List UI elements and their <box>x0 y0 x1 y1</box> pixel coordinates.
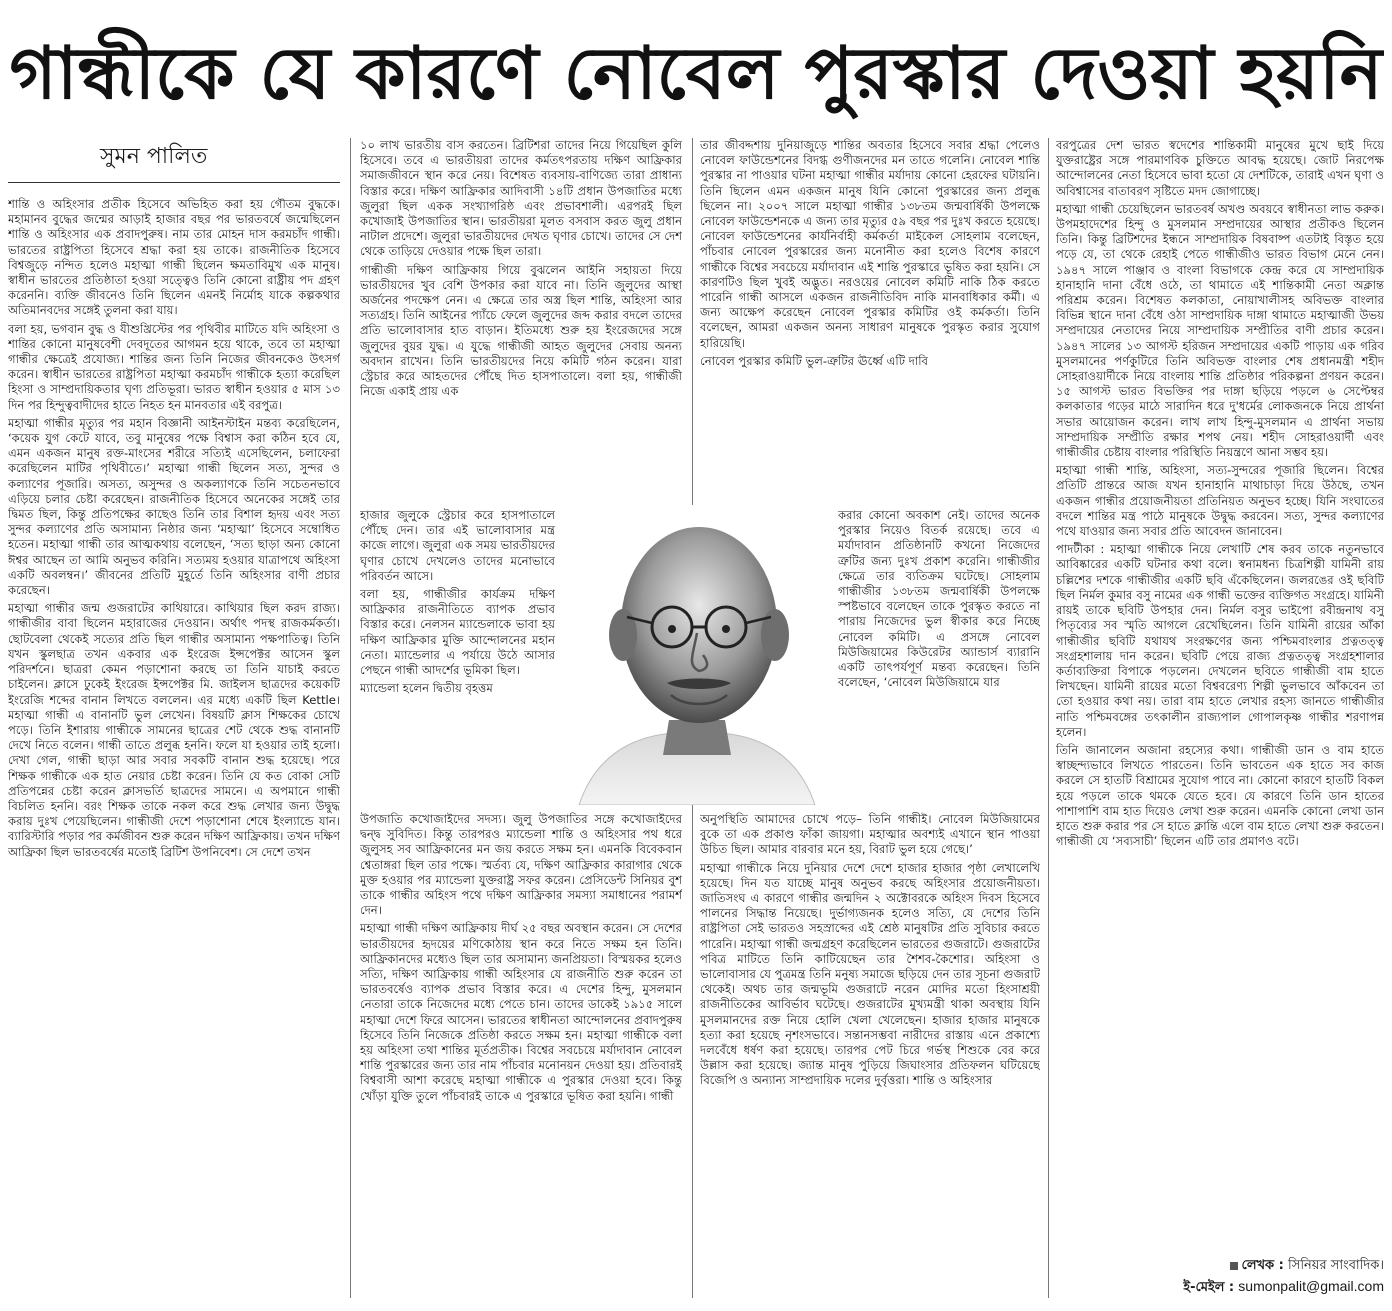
paragraph: মহাত্মা গান্ধী শান্তি, অহিংসা, সত্য-সুন্দরের পূজারি ছিলেন। বিশ্বের প্রতিটি প্রান্তরে আজ যখন হানাহানি মাথাচাড়া দিয়ে উঠছে, তখন একজন গান্ধীর প্রয়োজনীয়তা প্রতিনিয়ত অনুভব হচ্ছে। যিনি সংঘাতের বদলে শান্তির মন্ত্র পাঠে মানুষকে উদ্বুদ্ধ করবেন। সত্য, সুন্দর কল্যাণের পথে যাওয়ার জন্য সবার প্রতি আবেদন জানাবেন। <box>1056 463 1384 539</box>
paragraph: তিনি জানালেন অজানা রহস্যের কথা। গান্ধীজী ডান ও বাম হাতে স্বাচ্ছন্দ্যভাবে লিখতে পারতেন। তিনি ভাবতেন এক হাতে সব কাজ করলে সে হাতটি বিশ্রামের সুযোগ পাবে না। কোনো কারণে হাতটি বিকল হয়ে পড়লে তাকে থমকে যেতে হবে। যে কারণে তিনি ডান হাতের পাশাপাশি বাম হাত দিয়েও লেখা শুরু করেন। এমনকি কোনো লেখা ডান হাতে শুরু করার পর সে হাতে ক্লান্তি এলে বাম হাতে লেখা শুরু করতেন। গান্ধীজী যে ‘সব্যসাচী’ ছিলেন এটি তার প্রমাণও বটে। <box>1056 742 1384 849</box>
article-column-2-wrap <box>360 508 555 808</box>
paragraph: অনুপস্থিতি আমাদের চোখে পড়ে– তিনি গান্ধীই। নোবেল মিউজিয়ামের বুকে তা এক প্রকাণ্ড ফাঁকা জায়গা। মহাত্মার অবশ্যই এখানে স্থান পাওয়া উচিত ছিল। আমার বারবার মনে হয়, বিরাট ভুল হয়ে গেছে।’ <box>700 812 1040 857</box>
column-divider <box>1048 138 1049 1298</box>
headline: গান্ধীকে যে কারণে নোবেল পুরস্কার দেওয়া হয়নি <box>9 30 1383 115</box>
article-column-1 <box>8 138 340 1298</box>
paragraph: মহাত্মা গান্ধী দক্ষিণ আফ্রিকায় দীর্ঘ ২৫ বছর অবস্থান করেন। সে দেশের ভারতীয়দের হৃদয়ের মণিকোঠায় স্থান করে নিতে সক্ষম হন তিনি। আফ্রিকানদের মধ্যেও ছিল তার অসামান্য জনপ্রিয়তা। বিস্ময়কর হলেও সত্যি, দক্ষিণ আফ্রিকায় গান্ধী অহিংসার যে রাজনীতি শুরু করেন তা ভারতবর্ষেও ব্যাপক প্রভাব বিস্তার করে। এ দেশের হিন্দু, মুসলমান নেতারা তাকে নিজেদের মধ্যে পেতে চান। তাদের ডাকেই ১৯১৫ সালে মহাত্মা দেশে ফিরে আসেন। ভারতের স্বাধীনতা আন্দোলনের প্রবাদপুরুষ হিসেবে তিনি নিজেকে প্রতিষ্ঠা করতে সক্ষম হন। মহাত্মা গান্ধীকে বলা হয় অহিংসা তথা শান্তির মূর্তপ্রতীক। বিশ্বের সবচেয়ে মর্যাদাবান নোবেল শান্তি পুরস্কারের জন্য তার নাম পাঁচবার মনোনয়ন দেওয়া হয়। প্রতিবারই বিশ্ববাসী আশা করেছে মহাত্মা গান্ধীকে এ পুরস্কার দেওয়া হবে। কিন্তু খোঁড়া যুক্তি তুলে পাঁচবারই তাকে এ পুরস্কারে ভূষিত করা হয়নি। গান্ধী <box>360 921 682 1103</box>
paragraph: ম্যান্ডেলা হলেন দ্বিতীয় বৃহত্তম <box>360 681 493 696</box>
email-label: ই-মেইল : <box>1183 1280 1235 1295</box>
paragraph: ১০ লাখ ভারতীয় বাস করতেন। ব্রিটিশরা তাদের নিয়ে গিয়েছিল কুলি হিসেবে। তবে এ ভারতীয়রা তাদের কর্মতৎপরতায় দক্ষিণ আফ্রিকার সমাজজীবনে স্থান করে নেয়। বিশেষত ব্যবসায়-বাণিজ্যে তারা প্রাধান্য বিস্তার করে। দক্ষিণ আফ্রিকার আদিবাসী ১৪টি প্রধান উপজাতির মধ্যে জুলুরা ছিল একক সংখ্যাগরিষ্ঠ এবং প্রভাবশালী। এরপরই ছিল কখোজাই উপজাতির স্থান। ভারতীয়রা মূলত বসবাস করত জুলু প্রধান নাটাল প্রদেশে। জুলুরা ভারতীয়দের দেখত ঘৃণার চোখে। তাদের সে দেশ থেকে তাড়িয়ে দেওয়ার পক্ষে ছিল তারা। <box>360 138 682 259</box>
bullet-icon <box>1230 1262 1238 1270</box>
paragraph: বলা হয়, গান্ধীজীর কার্যক্রম দক্ষিণ আফ্রিকার রাজনীতিতে ব্যাপক প্রভাব বিস্তার করে। নেলসন ম্যান্ডেলাকে ভাবা হয় দক্ষিণ আফ্রিকার মুক্তি আন্দোলনের মহান নেতা। ম্যান্ডেলার এ পর্যায়ে উঠে আসার পেছনে গান্ধী আদর্শের ভূমিকা ছিল। <box>360 587 555 678</box>
paragraph: বরপুত্রের দেশ ভারত স্বদেশের শান্তিকামী মানুষের মুখে ছাই দিয়ে যুক্তরাষ্ট্রের সঙ্গে পারমাণবিক চুক্তিতে আবদ্ধ হয়েছে। জোট নিরপেক্ষ আন্দোলনের নেতা হিসেবে ভাবা হতো যে দেশটিকে, তারাই এখন ঘৃণা ও অবিশ্বাসের বাতাবরণ সৃষ্টিতে মদদ জোগাচ্ছে। <box>1056 138 1384 198</box>
paragraph: মহাত্মা গান্ধীর জন্ম গুজরাটের কাথিয়ারে। কাথিয়ার ছিল করদ রাজ্য। গান্ধীজীর বাবা ছিলেন মহারাজের দেওয়ান। অর্থাৎ পদস্থ রাজকর্মকর্তা। ছোটবেলা থেকেই সত্যের প্রতি ছিল গান্ধীর অসামান্য পক্ষপাতিত্ব। তিনি যখন স্কুলছাত্র তখন একবার এক ইংরেজ ইন্সপেক্টর আসেন স্কুল পরিদর্শনে। ছাত্ররা কেমন পড়াশোনা করছে তা তিনি যাচাই করতে চাইলেন। ক্লাসে ঢুকেই ইংরেজ ইন্সপেক্টর মি. জাইলস ছাত্রদের কয়েকটি ইংরেজি শব্দের বানান লিখতে বললেন। এর মধ্যে একটি ছিল Kettle। মহাত্মা গান্ধী এ বানানটি ভুল লেখেন। বিষয়টি ক্লাস শিক্ষকের চোখে পড়ে। তিনি ইশারায় গান্ধীকে সামনের ছাত্রের শেট থেকে শুদ্ধ বানানটি দেখে নিতে বলেন। গান্ধী তাতে প্রলুব্ধ হননি। ফলে যা হওয়ার তাই হলো। দেখা গেল, গান্ধী ছাড়া আর সবার সবকটি বানান শুদ্ধ হয়েছে। পরে শিক্ষক গান্ধীকে এক হাত নেয়ার চেষ্টা করেন। তিনি যে কত বোকা সেটি প্রতিপন্নের চেষ্টা করেন ক্লাসভর্তি ছাত্রদের সামনে। এ অপমানে গান্ধী বিচলিত হননি। বরং শিক্ষক তাকে নকল করে শুদ্ধ লেখার জন্য উদ্বুদ্ধ করায় দুঃখ পেয়েছিলেন। গান্ধীজী দেশে পড়াশোনা শেষে ইংল্যান্ডে যান। ব্যারিস্টারি পড়ার পর কর্মজীবন শুরু করেন দক্ষিণ আফ্রিকায়। তখন দক্ষিণ আফ্রিকা ছিল ভারতবর্ষের মতোই ব্রিটিশ উপনিবেশ। সে দেশে তখন <box>8 601 340 859</box>
column-divider <box>350 138 351 1298</box>
paragraph: নোবেল পুরস্কার কমিটি ভুল-ত্রুটির ঊর্ধ্বে এটি দাবি <box>700 353 928 368</box>
email-line <box>1056 1276 1384 1298</box>
paragraph: মহাত্মা গান্ধী চেয়েছিলেন ভারতবর্ষ অখণ্ড অবয়বে স্বাধীনতা লাভ করুক। উপমহাদেশের হিন্দু ও মুসলমান সম্প্রদায়ের আস্থার প্রতীকও ছিলেন তিনি। কিন্তু ব্রিটিশদের ইন্ধনে সাম্প্রদায়িক বিষবাষ্প এতটাই বিস্তৃত হয়ে পড়ে যে, তা থেকে রেহাই পেতে গান্ধীজীও ভারত বিভাগ মেনে নেন। ১৯৪৭ সালে পাঞ্জাব ও বাংলা বিভাগকে কেন্দ্র করে যে সাম্প্রদায়িক হানাহানি দানা বেঁধে ওঠে, তা থামাতে এই শান্তিকামী নেতা অক্লান্ত পরিশ্রম করেন। বিশেষত কলকাতা, নোয়াখালীসহ অবিভক্ত বাংলার বিভিন্ন স্থানে দানা বেঁধে ওঠা সাম্প্রদায়িক দাঙ্গা থামাতে মহাত্মাজী উভয় সম্প্রদায়ের নেতাদের নিয়ে সাম্প্রদায়িক সম্প্রীতির বাণী প্রচার করেন। ১৯৪৭ সালের ১৩ আগস্ট হরিজন সম্প্রদায়ের একটি পাড়ায় এক গরিব মুসলমানের পর্ণকুটিরে তিনি অবিভক্ত বাংলার শেষ প্রধানমন্ত্রী শহীদ সোহরাওয়ার্দীকে নিয়ে বাংলায় শান্তি প্রতিষ্ঠার পরিকল্পনা প্রণয়ন করেন। ১৫ আগস্ট ভারত বিভক্তির পর দাঙ্গা ছড়িয়ে পড়লে ৬ সেপ্টেম্বর কলকাতার গড়ের মাঠে সারাদিন ধরে দু'ধর্মের লোকজনকে নিয়ে প্রার্থনা সভার আয়োজন করেন। লাখ লাখ হিন্দু-মুসলমান এ প্রার্থনা সভায় সাম্প্রদায়িক সম্প্রীতি রক্ষার শপথ নেয়। শহীদ সোহরাওয়ার্দী এবং গান্ধীজীর চেষ্টায় বাংলার পরিস্থিতি নিয়ন্ত্রণে আনা সম্ভব হয়। <box>1056 201 1384 460</box>
paragraph: করার কোনো অবকাশ নেই। তাদের অনেক পুরস্কার নিয়েও বিতর্ক রয়েছে। তবে এ মর্যাদাবান প্রতিষ্ঠানটি কখনো নিজেদের ত্রুটির জন্য দুঃখ প্রকাশ করেনি। গান্ধীজীর ক্ষেত্রে তার ব্যতিক্রম ঘটেছে। সোহলাম গান্ধীজীর ১৩৮তম জন্মবার্ষিকী উপলক্ষে স্পষ্টভাবে বলেছেন তাকে পুরস্কৃত করতে না পারায় নিজেদের ভুল স্বীকার করে নিচ্ছে নোবেল কমিটি। এ প্রসঙ্গে নোবেল মিউজিয়ামের কিউরেটর অ্যান্ডার্স ব্যারানি একটি তাৎপর্যপূর্ণ মন্তব্য করেছেন। তিনি বলেছেন, ‘নোবেল মিউজিয়ামে যার <box>838 508 1040 690</box>
paragraph: শান্তি ও অহিংসার প্রতীক হিসেবে অভিহিত করা হয় গৌতম বুদ্ধকে। মহামানব বুদ্ধের জন্মের আড়াই হাজার বছর পর ভারতবর্ষে জন্মেছিলেন শান্তি ও অহিংসার এক প্রবাদপুরুষ। নাম তার মোহন দাস করমচাঁদ গান্ধী। ভারতের রাষ্ট্রপিতা হিসেবে শ্রদ্ধা করা হয় তাকে। রাজনীতিক হিসেবে বিশ্বজুড়ে নন্দিত হলেও মহাত্মা গান্ধী ছিলেন ক্ষমতাবিমুখ এক মানুষ। স্বাধীন ভারতের প্রতিষ্ঠাতা হওয়া সত্ত্বেও তিনি কোনো রাষ্ট্রীয় পদ গ্রহণ করেননি। ব্যক্তি জীবনেও তিনি ছিলেন এমনই নির্মোহ যাকে কল্পকথার অতিমানবদের সঙ্গেই তুলনা করা যায়। <box>8 197 340 318</box>
paragraph: হাজার জুলুকে স্ট্রেচার করে হাসপাতালে পৌঁছে দেন। তার এই ভালোবাসার মন্ত্র কাজে লাগে। জুলুরা এক সময় ভারতীয়দের ঘৃণার চোখে দেখলেও তাদের মনোভাবে পরিবর্তন আসে। <box>360 508 555 583</box>
writer-label: লেখক : <box>1241 1258 1284 1273</box>
writer-value: সিনিয়র সাংবাদিক। <box>1288 1258 1384 1273</box>
article-column-2 <box>360 138 682 508</box>
writer-line <box>1056 1256 1384 1276</box>
article-column-4 <box>1056 138 1384 1248</box>
byline: সুমন পালিত <box>8 138 340 183</box>
paragraph: পাদটীকা : মহাত্মা গান্ধীকে নিয়ে লেখাটি শেষ করব তাকে নতুনভাবে আবিষ্কারের একটি ঘটনার কথা বলে। স্বনামধন্য চিত্রশিল্পী যামিনী রায় চল্লিশের দশকে গান্ধীজীর একটি ছবি এঁকেছিলেন। জলরঙের ওই ছবিটি ছিল নির্মল কুমার বসু নামের এক গান্ধী ভক্তের ব্যক্তিগত সংগ্রহে। যামিনী রায়ই তাকে ছবিটি উপহার দেন। নির্মল বসুর ভাইপো রবীন্দ্রনাথ বসু পিতৃব্যের সব স্মৃতি আগলে রেখেছিলেন। তিনি যামিনী রায়ের আঁকা গান্ধীজীর ছবিটি যথাযথ সংরক্ষণের জন্য পশ্চিমবাংলার প্রত্নতত্ত্ব সংগ্রহশালায় দান করেন। ছবিটি পেয়ে রাজ্য প্রত্নতত্ত্ব সংগ্রহশালার কর্তাব্যক্তিরা বিপাকে পড়লেন। দেখলেন ছবিতে গান্ধীজী বাম হাতে লিখছেন। যামিনী রায়ের মতো বিশ্ববরেণ্য শিল্পী ভুলভাবে আঁকবেন তা তো হওয়ার কথা নয়। তারা বাম হাতে লেখার রহস্য জানতে গান্ধীজীর নাতি পশ্চিমবঙ্গের তৎকালীন রাজ্যপাল গোপালকৃষ্ণ গান্ধীর শরণাপন্ন হলেন। <box>1056 542 1384 739</box>
paragraph: গান্ধীজী দক্ষিণ আফ্রিকায় গিয়ে বুঝলেন আইনি সহায়তা দিয়ে ভারতীয়দের খুব বেশি উপকার করা যাবে না। তিনি জুলুদের আস্থা অর্জনের পদক্ষেপ নেন। এ ক্ষেত্রে তার অস্ত্র ছিল শান্তি, অহিংসা আর সত্যগ্রহ। তিনি আইনের প্যাঁচে ফেলে জুলুদের জব্দ করার বদলে তাদের প্রতি ভালোবাসার হাত বাড়ান। ইতিমধ্যে শুরু হয় ইংরেজদের সঙ্গে জুলুদের বুয়র যুদ্ধ। এ যুদ্ধে গান্ধীজী আহত জুলুদের সেবায় অনন্য অবদান রাখেন। তিনি ভারতীয়দের নিয়ে কমিটি গঠন করেন। যারা স্ট্রেচার করে আহতদের পৌঁছে দিত হাসপাতালে। বলা হয়, গান্ধীজী নিজে একাই প্রায় এক <box>360 262 682 399</box>
author-credit <box>1056 1256 1384 1298</box>
article-column-2-bottom <box>360 812 682 1298</box>
gandhi-portrait-image <box>559 505 835 805</box>
paragraph: মহাত্মা গান্ধীকে নিয়ে দুনিয়ার দেশে দেশে হাজার হাজার পৃষ্ঠা লেখালেখি হয়েছে। দিন যত যাচ্ছে মানুষ অনুভব করছে অহিংসার প্রয়োজনীয়তা। জাতিসংঘ এ কারণে গান্ধীর জন্মদিন ২ অক্টোবরকে অহিংস দিবস হিসেবে পালনের সিদ্ধান্ত নিয়েছে। দুর্ভাগ্যজনক হলেও সত্যি, যে দেশের তিনি রাষ্ট্রপিতা সেই ভারতও সহস্রাব্দের এই শ্রেষ্ঠ মানুষটির প্রতি সুবিচার করতে পারেনি। মহাত্মা গান্ধী জন্মগ্রহণ করেছিলেন ভারতের গুজরাটে। গুজরাটের পবিত্র মাটিতে তিনি কাটিয়েছেন তার শৈশব-কৈশোর। অহিংসা ও ভালোবাসার যে পুত্রমন্ত্র তিনি মনুষ্য সমাজে ছড়িয়ে দেন তার সূচনা গুজরাট থেকেই। অথচ তার জন্মভূমি গুজরাটে নরেন মোদির মতো হিংসাশ্রয়ী রাজনীতিকের আবির্ভাব ঘটেছে। গুজরাটের মুখ্যমন্ত্রী থাকা অবস্থায় যিনি মুসলমানদের রক্ত নিয়ে হোলি খেলা খেলেছেন। হাজার হাজার মানুষকে হত্যা করা হয়েছে নৃশংসভাবে। সন্তানসম্ভবা নারীদের রাস্তায় এনে প্রকাশ্যে দলবেঁধে ধর্ষণ করা হয়েছে। তারপর পেট চিরে গর্ভস্থ শিশুকে বের করে উল্লাস করা হয়েছে। জ্যান্ত মানুষ পুড়িয়ে জিঘাংসার প্রতিফলন ঘটিয়েছে বিজেপি ও অন্যান্য সাম্প্রদায়িক দলের দুর্বৃত্তরা। শান্তি ও অহিংসার <box>700 860 1040 1088</box>
article-column-3-wrap <box>838 508 1040 808</box>
paragraph: তার জীবদ্দশায় দুনিয়াজুড়ে শান্তির অবতার হিসেবে সবার শ্রদ্ধা পেলেও নোবেল ফাউন্ডেশনের বিদগ্ধ গুণীজনদের মন তাতে গলেনি। নোবেল শান্তি পুরস্কার না পাওয়ার ঘটনা মহাত্মা গান্ধীর মর্যাদায় কোনো হেরফের ঘটায়নি। তিনি ছিলেন এমন একজন মানুষ যিনি কোনো পুরস্কারের জন্য প্রলুব্ধ ছিলেন না। ২০০৭ সালে মহাত্মা গান্ধীর ১৩৮তম জন্মবার্ষিকী উপলক্ষে নোবেল ফাউন্ডেশনকে এ জন্য তার মৃত্যুর ৫৯ বছর পর দুঃখ করতে হয়েছে। নোবেল ফাউন্ডেশনের কার্যনির্বাহী কর্মকর্তা মাইকেল সোহলাম বলেছেন, পাঁচবার নোবেল পুরস্কারের জন্য মনোনীত করা হলেও বিশেষ কারণে গান্ধীকে বিশ্বের সবচেয়ে মর্যাদাবান এই শান্তি পুরস্কারে ভূষিত করা হয়নি। সে কারণটিও ছিল খুবই অদ্ভুত। নরওয়ের নোবেল কমিটি নাকি ঠিক করতে পারেনি গান্ধী আসলে একজন রাজনীতিবিদ নাকি মানবাধিকার কর্মী। এ জন্য আক্ষেপ করেছেন নোবেল পুরস্কার কমিটির ওই কর্মকর্তা। তিনি বলেছেন, আমরা একজন অনন্য সাধারণ মানুষকে পুরস্কৃত করার সুযোগ হারিয়েছি। <box>700 138 1040 350</box>
email-address: sumonpalit@gmail.com <box>1238 1278 1384 1294</box>
paragraph: মহাত্মা গান্ধীর মৃত্যুর পর মহান বিজ্ঞানী আইনস্টাইন মন্তব্য করেছিলেন, ‘কয়েক যুগ কেটে যাবে, তবু মানুষের পক্ষে বিশ্বাস করা কঠিন হবে যে, এমন একজন মানুষ রক্ত-মাংসের শরীরে সত্যিই এসেছিলেন, চলাফেরা করেছিলেন মাটির পৃথিবীতে।’ মহাত্মা গান্ধী ছিলেন সত্য, সুন্দর ও কল্যাণের পূজারি। অসত্য, অসুন্দর ও অকল্যাণকে তিনি সচেতনভাবে এড়িয়ে চলার চেষ্টা করেছেন। রাজনীতিক হিসেবে অনেকের সঙ্গেই তার দ্বিমত ছিল, কিন্তু প্রতিপক্ষের কাছেও তিনি তার বিশাল হৃদয় এবং সত্য সুন্দর কল্যাণের প্রতি অসামান্য নিষ্ঠার জন্য ‘মহাত্মা’ হিসেবে সম্বোধিত হতেন। মহাত্মা গান্ধী তার আত্মকথায় বলেছেন, ‘সত্য ছাড়া অন্য কোনো ঈশ্বর আছেন তা আমি অনুভব করিনি। সত্যময় হওয়ার যাত্রাপথে অহিংসা একটি অবলম্বন।’ জীবনের প্রতিটি মুহূর্তে তিনি অহিংসার বাণী প্রচার করেছেন। <box>8 415 340 598</box>
portrait-illustration <box>559 505 835 805</box>
paragraph: উপজাতি কখোজাইদের সদস্য। জুলু উপজাতির সঙ্গে কখোজাইদের দ্বন্দ্ব সুবিদিত। কিন্তু তারপরও ম্যান্ডেলা শান্তি ও অহিংসার পথ ধরে জুলুসহ সব আফ্রিকানের মন জয় করতে সক্ষম হন। এমনকি বিবেকবান শ্বেতাঙ্গরা ছিল তার পক্ষে। স্মর্তব্য যে, দক্ষিণ আফ্রিকার কারাগার থেকে মুক্ত হওয়ার পর ম্যান্ডেলা যুক্তরাষ্ট্র সফর করেন। প্রেসিডেন্ট সিনিয়র বুশ তাকে গান্ধীর অহিংস পথে দক্ষিণ আফ্রিকার সমস্যা সমাধানের পরামর্শ দেন। <box>360 812 682 918</box>
paragraph: বলা হয়, ভগবান বুদ্ধ ও যীশুখ্রিস্টের পর পৃথিবীর মাটিতে যদি অহিংসা ও শান্তির কোনো মানুষবেশী দেবদূতের আগমন হয়ে থাকে, তবে তা মহাত্মা গান্ধীর ক্ষেত্রেই প্রযোজ্য। শান্তির জন্য তিনি নিজের জীবনকেও উৎসর্গ করেন। স্বাধীন ভারতের রাষ্ট্রপিতা মহাত্মা করমচাঁদ গান্ধীকে হত্যা করেছিল হিংসা ও সাম্প্রদায়িকতার ঘৃণ্য প্রতিভূরা। ভারত স্বাধীন হওয়ার ৫ মাস ১৩ দিন পর হিন্দুত্ববাদীদের হাতে নিহত হন মানবতার এই বরপুত্র। <box>8 321 340 412</box>
article-column-3 <box>700 138 1040 508</box>
article-column-3-bottom <box>700 812 1040 1298</box>
